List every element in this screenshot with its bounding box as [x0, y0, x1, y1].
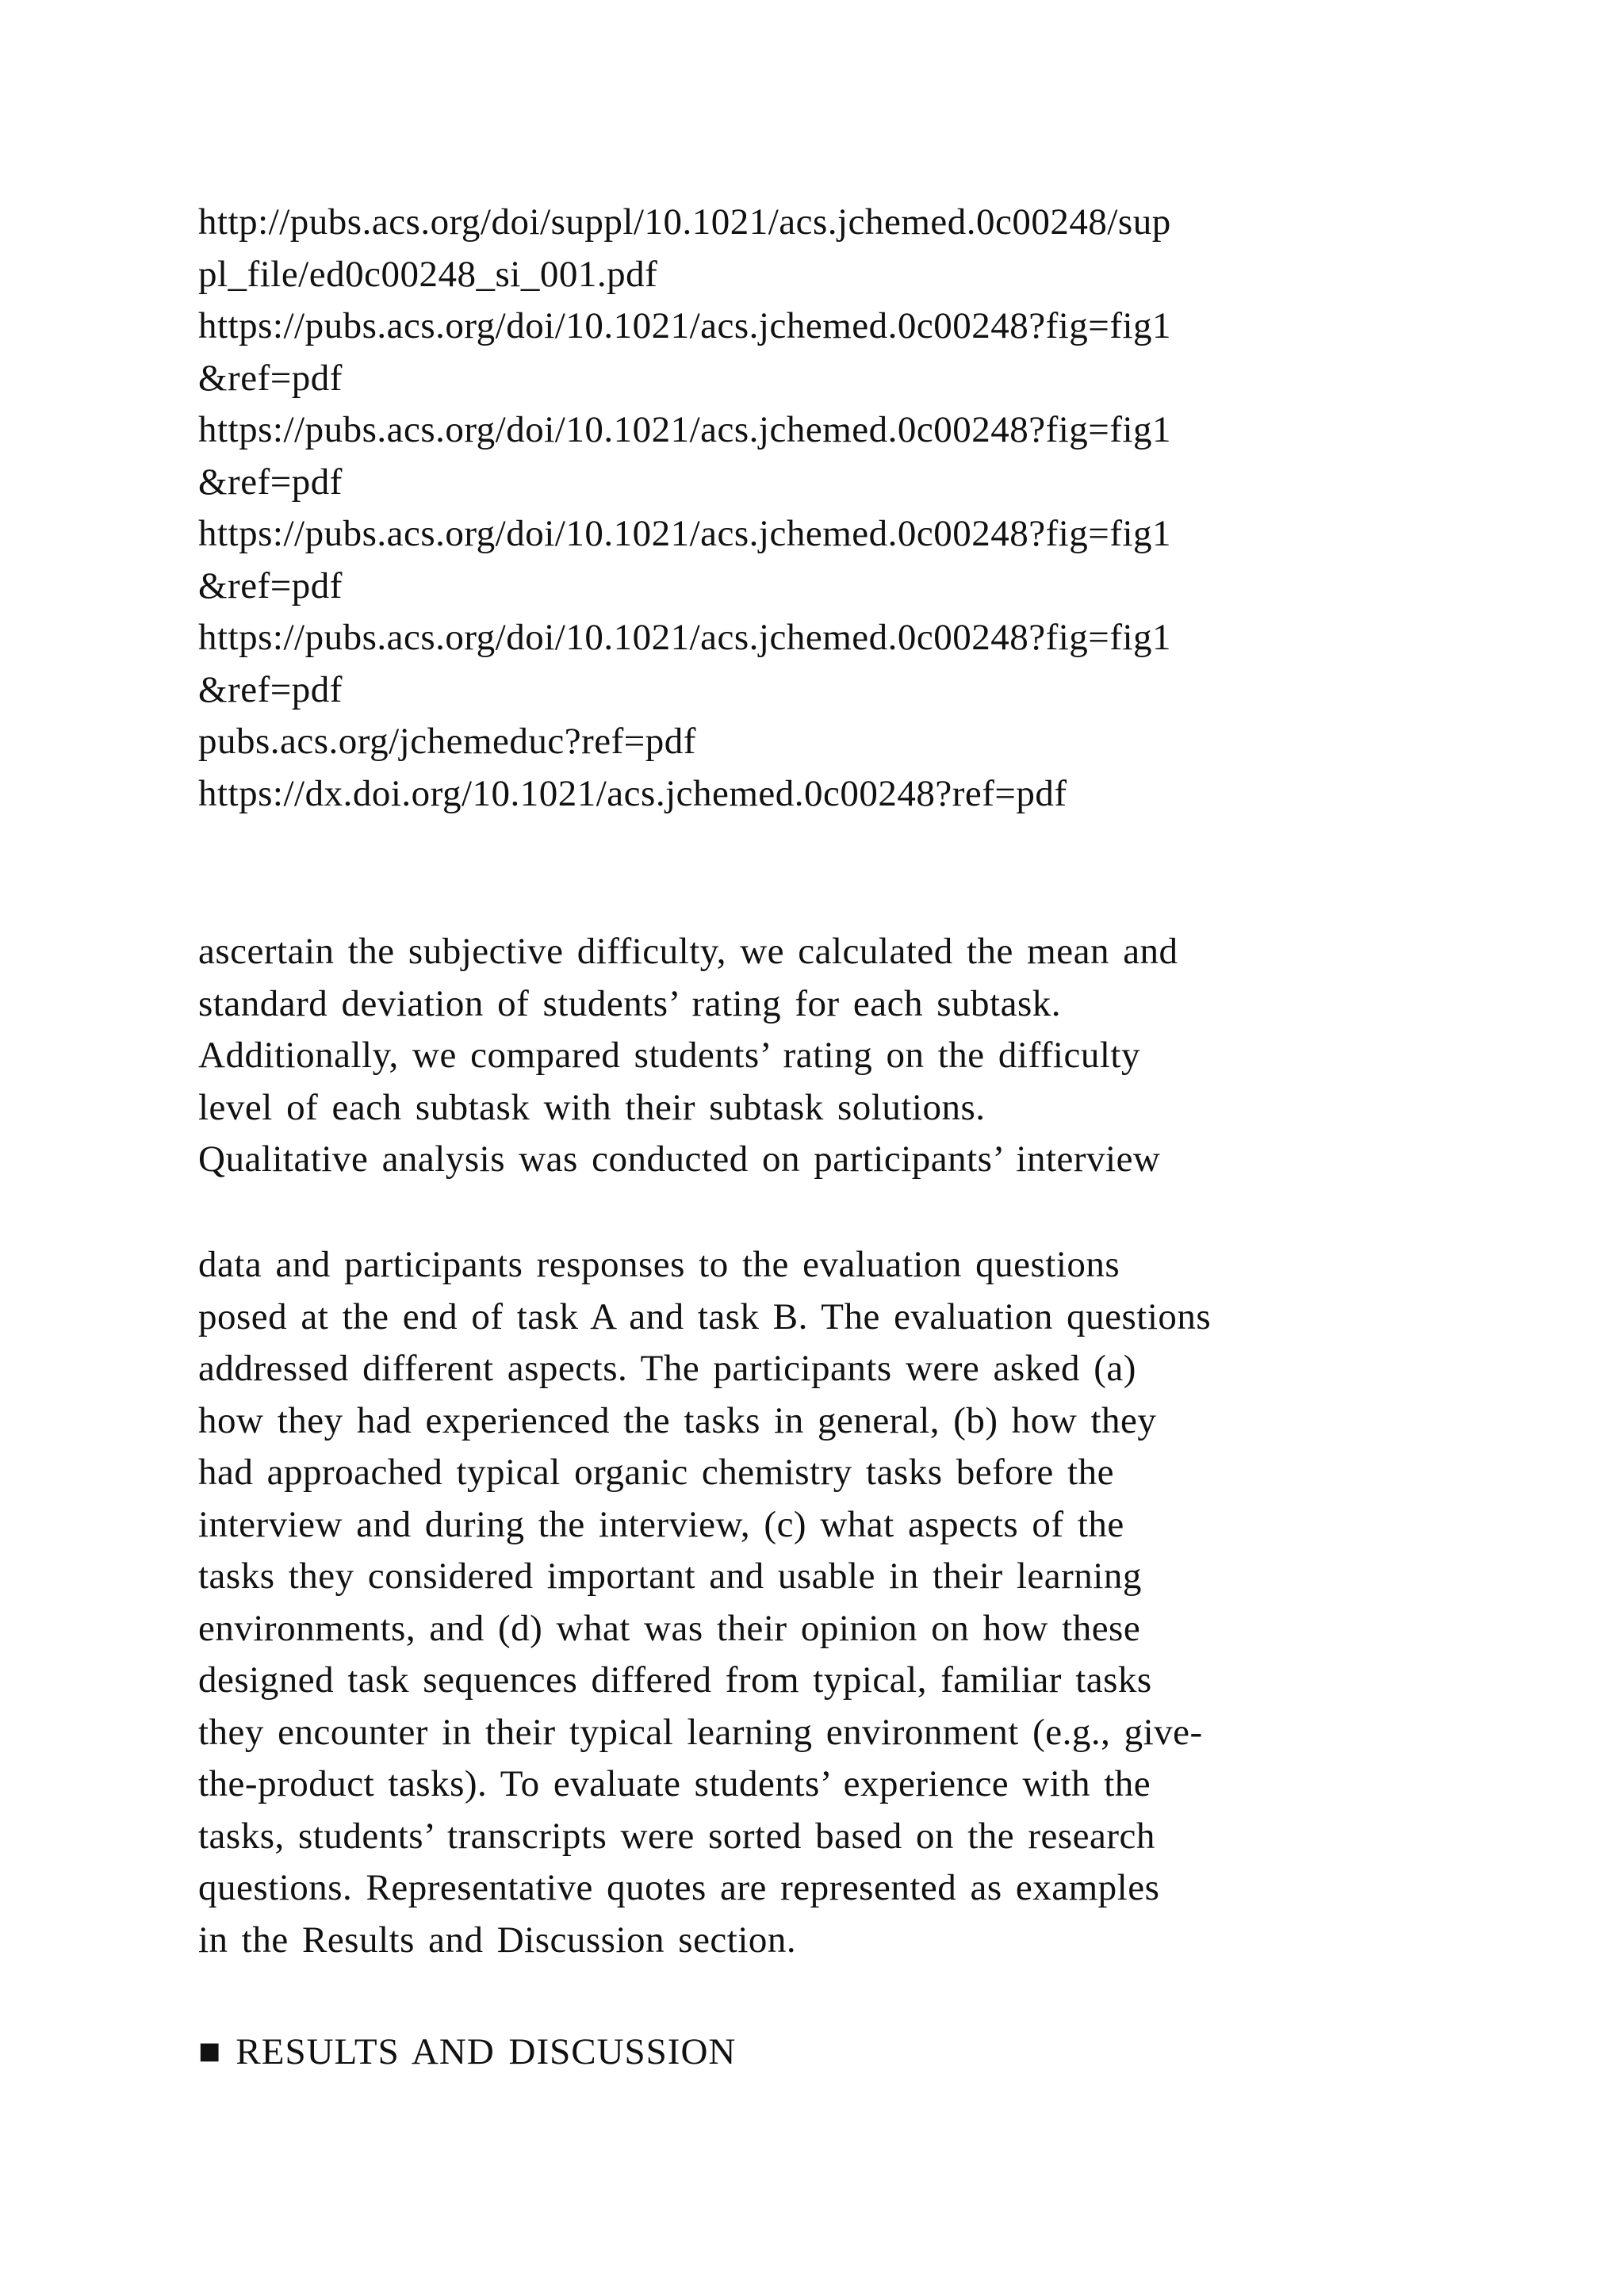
text-line: designed task sequences differed from typical, familiar tasks — [198, 1659, 1152, 1701]
link-line[interactable]: &ref=pdf — [198, 668, 343, 710]
link-line[interactable]: https://pubs.acs.org/doi/10.1021/acs.jchemed.0c00248?fig=fig1 — [198, 409, 1172, 450]
link-line[interactable]: https://pubs.acs.org/doi/10.1021/acs.jchemed.0c00248?fig=fig1 — [198, 513, 1172, 554]
paragraph-evaluation — [198, 1239, 1435, 1966]
text-line: in the Results and Discussion section. — [198, 1919, 797, 1961]
link-line[interactable]: pl_file/ed0c00248_si_001.pdf — [198, 253, 658, 295]
link-line[interactable]: https://pubs.acs.org/doi/10.1021/acs.jchemed.0c00248?fig=fig1 — [198, 617, 1172, 658]
section-heading-title: RESULTS AND DISCUSSION — [236, 2031, 737, 2072]
text-line: tasks, students’ transcripts were sorted based on the research — [198, 1815, 1155, 1857]
text-line: ascertain the subjective difficulty, we calculated the mean and — [198, 931, 1178, 972]
text-line: how they had experienced the tasks in general, (b) how they — [198, 1399, 1157, 1441]
text-line: questions. Representative quotes are represented as examples — [198, 1867, 1160, 1908]
link-line[interactable]: &ref=pdf — [198, 564, 343, 607]
text-line: environments, and (d) what was their opinion on how these — [198, 1607, 1141, 1649]
text-line: standard deviation of students’ rating for each subtask. — [198, 982, 1062, 1024]
text-line: the-product tasks). To evaluate students’ experience with the — [198, 1763, 1151, 1804]
text-line: data and participants responses to the evaluation questions — [198, 1244, 1120, 1285]
text-line: had approached typical organic chemistry tasks before the — [198, 1452, 1114, 1493]
link-line[interactable]: https://pubs.acs.org/doi/10.1021/acs.jchemed.0c00248?fig=fig1 — [198, 305, 1172, 346]
text-line: addressed different aspects. The participants were asked (a) — [198, 1348, 1136, 1389]
text-line: posed at the end of task A and task B. The evaluation questions — [198, 1295, 1212, 1337]
text-line: level of each subtask with their subtask solutions. — [198, 1086, 986, 1128]
text-line: interview and during the interview, (c) what aspects of the — [198, 1503, 1124, 1545]
text-line: they encounter in their typical learning environment (e.g., give- — [198, 1711, 1203, 1753]
link-line[interactable]: &ref=pdf — [198, 357, 343, 399]
link-line[interactable]: http://pubs.acs.org/doi/suppl/10.1021/acs.jchemed.0c00248/sup — [198, 201, 1171, 243]
text-line: Additionally, we compared students’ rating on the difficulty — [198, 1035, 1140, 1076]
section-heading — [198, 2026, 736, 2078]
link-line[interactable]: https://dx.doi.org/10.1021/acs.jchemed.0c00248?ref=pdf — [198, 772, 1067, 814]
link-line[interactable]: &ref=pdf — [198, 461, 343, 503]
text-line: Qualitative analysis was conducted on participants’ interview — [198, 1138, 1161, 1180]
square-bullet-icon: ■ — [198, 2031, 222, 2072]
paragraph-analysis — [198, 926, 1435, 1186]
text-line: tasks they considered important and usable in their learning — [198, 1556, 1142, 1597]
link-line[interactable]: pubs.acs.org/jchemeduc?ref=pdf — [198, 721, 696, 762]
reference-links — [198, 197, 1435, 820]
